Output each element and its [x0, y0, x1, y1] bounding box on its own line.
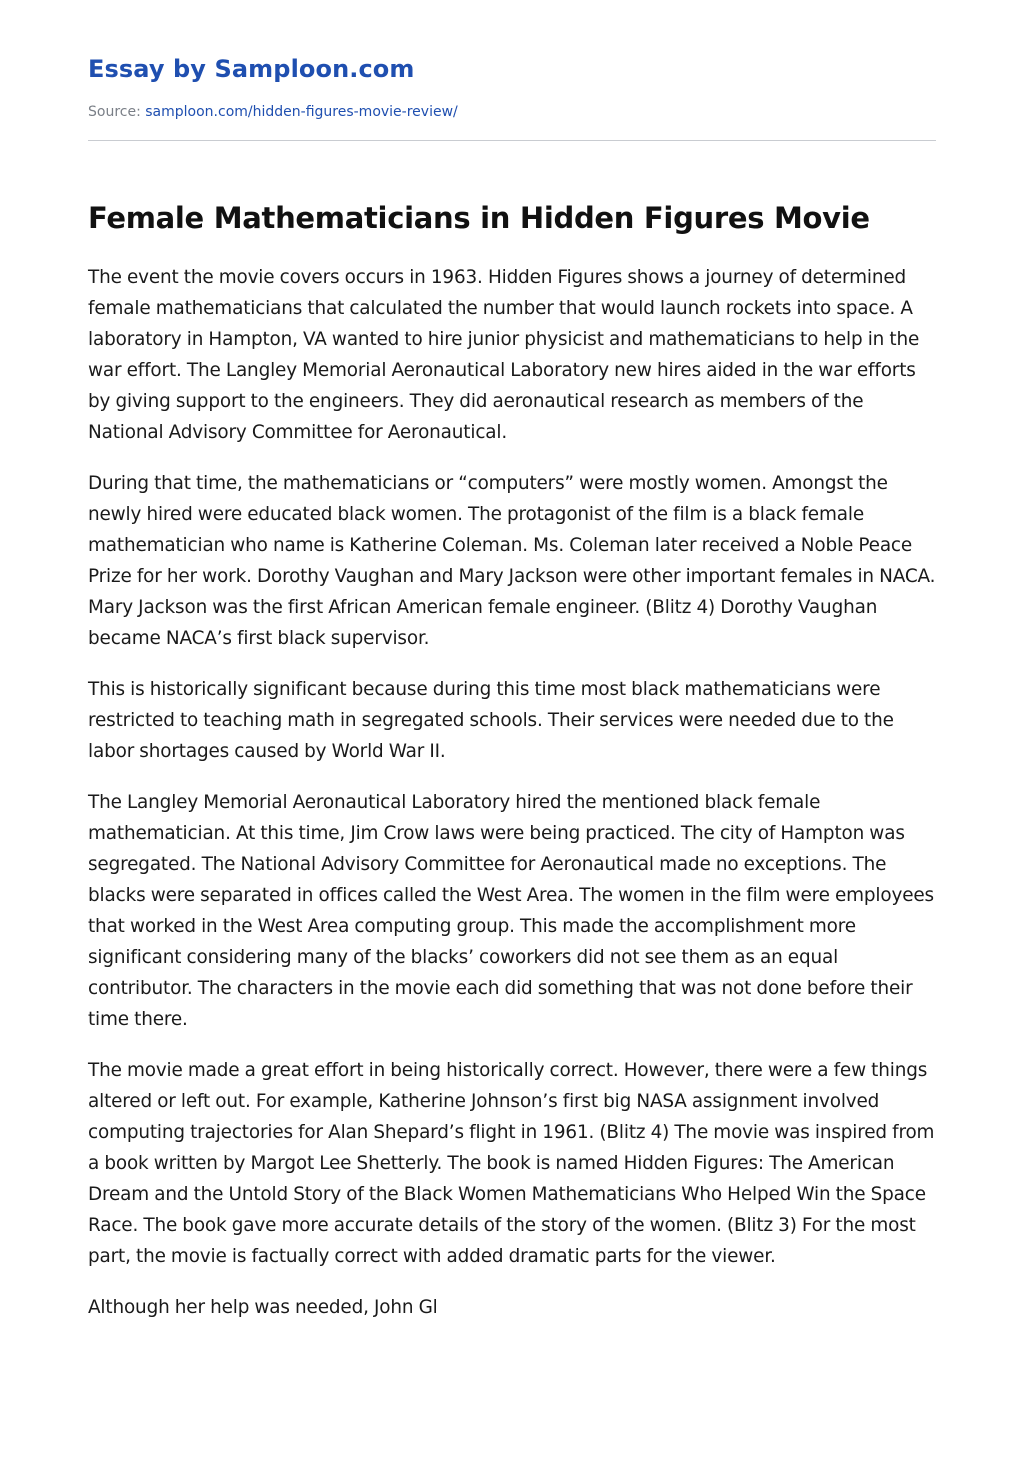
paragraph-1: The event the movie covers occurs in 1963. Hidden Figures shows a journey of determined female mathematicians that calculated the number that would launch rockets into space. A laboratory in Hampton, VA wanted to hire junior physicist and mathematicians to help in the war effort. The Langley Memorial Aeronautical Laboratory new hires aided in the war efforts by giving support to the engineers. They did aeronautical research as members of the National Advisory Committee for Aeronautical.	[88, 267, 920, 443]
essay-body	[88, 262, 936, 1323]
site-brand[interactable]: Essay by Samploon.com	[88, 55, 415, 83]
header-divider	[88, 140, 936, 141]
source-link[interactable]: samploon.com/hidden-figures-movie-review/	[145, 104, 458, 120]
source-label: Source:	[88, 104, 141, 120]
essay-title: Female Mathematicians in Hidden Figures Movie	[88, 201, 870, 235]
paragraph-6-truncated: Although her help was needed, John Gl	[88, 1297, 438, 1318]
paragraph-5: The movie made a great effort in being historically correct. However, there were a few things altered or left out. For example, Katherine Johnson’s first big NASA assignment involved computing trajectories for Alan Shepard’s flight in 1961. (Blitz 4) The movie was inspired from a book written by Margot Lee Shetterly. The book is named Hidden Figures: The American Dream and the Untold Story of the Black Women Mathematicians Who Helped Win the Space Race. The book gave more accurate details of the story of the women. (Blitz 3) For the most part, the movie is factually correct with added dramatic parts for the viewer.	[88, 1060, 935, 1267]
paragraph-3: This is historically significant because during this time most black mathematicians were restricted to teaching math in segregated schools. Their services were needed due to the labor shortages caused by World War II.	[88, 679, 894, 762]
source-line	[88, 103, 936, 121]
paragraph-2: During that time, the mathematicians or “computers” were mostly women. Amongst the newly hired were educated black women. The protagonist of the film is a black female mathematician who name is Katherine Coleman. Ms. Coleman later received a Noble Peace Prize for her work. Dorothy Vaughan and Mary Jackson were other important females in NACA. Mary Jackson was the first African American female engineer. (Blitz 4) Dorothy Vaughan became NACA’s first black supervisor.	[88, 473, 936, 649]
essay-page	[88, 0, 936, 1343]
paragraph-4: The Langley Memorial Aeronautical Laboratory hired the mentioned black female mathematician. At this time, Jim Crow laws were being practiced. The city of Hampton was segregated. The National Advisory Committee for Aeronautical made no exceptions. The blacks were separated in offices called the West Area. The women in the film were employees that worked in the West Area computing group. This made the accomplishment more significant considering many of the blacks’ coworkers did not see them as an equal contributor. The characters in the movie each did something that was not done before their time there.	[88, 792, 934, 1030]
